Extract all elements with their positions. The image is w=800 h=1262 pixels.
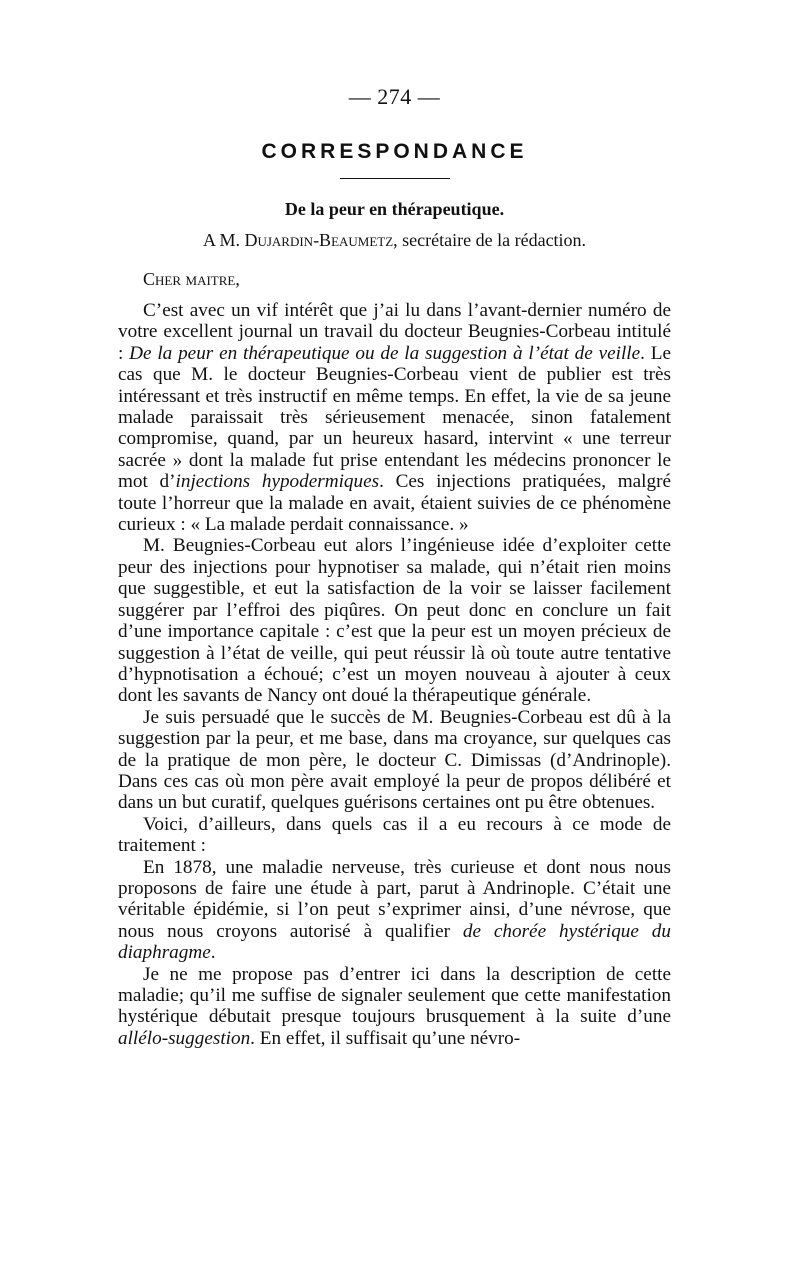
article-subtitle: De la peur en thérapeutique.	[284, 199, 505, 219]
page-number: — 274 —	[348, 84, 441, 109]
paragraph: En 1878, une maladie nerveuse, très curieuse et dont nous nous proposons de faire une étude à part, parut à Andrinople. C’était une véritable épidémie, si l’on peut s’exprimer ainsi, d’une névrose, que nous nous croyons autorisé à qualifier de chorée hystérique du diaphragme.	[118, 856, 671, 964]
address-name: Dujardin-Beaumetz	[244, 230, 394, 250]
letter-addressee	[118, 230, 671, 251]
letter-body	[118, 300, 671, 1049]
address-prefix: A M.	[202, 230, 245, 250]
italic-term: allélo-suggestion	[118, 1027, 251, 1049]
paragraph: C’est avec un vif intérêt que j’ai lu dans l’avant-dernier numéro de votre excellent journal un travail du docteur Beugnies-Corbeau intitulé : De la peur en thérapeutique ou de la suggestion à l’état de veille. Le cas que M. le docteur Beugnies-Corbeau vient de publier est très intéressant et très instructif en même temps. En effet, la vie de sa jeune malade paraissait très sérieusement menacée, sinon fatalement compromise, quand, par un heureux hasard, intervint « une terreur sacrée » dont la malade fut prise entendant les médecins prononcer le mot d’injections hypodermiques. Ces injections pratiquées, malgré toute l’horreur que la malade en avait, étaient suivies de ce phénomène curieux : « La malade perdait connaissance. »	[118, 300, 671, 536]
title-divider	[340, 178, 450, 179]
document-page	[118, 84, 671, 1049]
section-title: CORRESPONDANCE	[261, 140, 528, 163]
address-suffix: , secrétaire de la rédaction.	[393, 230, 587, 250]
italic-term: de chorée hystérique du diaphragme	[118, 920, 671, 964]
paragraph: M. Beugnies-Corbeau eut alors l’ingénieuse idée d’exploiter cette peur des injections pour hypnotiser sa malade, qui n’était rien moins que suggestible, et eut la satisfaction de la voir se laisser facilement suggérer par l’effroi des piqûres. On peut donc en conclure un fait d’une importance capitale : c’est que la peur est un moyen précieux de suggestion à l’état de veille, qui peut réussir là où toute autre tentative d’hypnotisation a échoué; c’est un moyen nouveau à ajouter à ceux dont les savants de Nancy ont doué la thérapeutique générale.	[118, 535, 671, 707]
paragraph: Je ne me propose pas d’entrer ici dans la description de cette maladie; qu’il me suffise de signaler seulement que cette manifestation hystérique débutait presque toujours brusquement à la suite d’une allélo-suggestion. En effet, il suffisait qu’une névro-	[118, 963, 671, 1049]
italic-title: De la peur en thérapeutique ou de la suggestion à l’état de veille	[129, 342, 641, 364]
paragraph: Voici, d’ailleurs, dans quels cas il a eu recours à ce mode de traitement :	[118, 813, 671, 857]
salutation: Cher maitre,	[143, 269, 240, 289]
paragraph: Je suis persuadé que le succès de M. Beugnies-Corbeau est dû à la suggestion par la peur, et me base, dans ma croyance, sur quelques cas de la pratique de mon père, le docteur C. Dimissas (d’Andrinople). Dans ces cas où mon père avait employé la peur de propos délibéré et dans un but curatif, quelques guérisons certaines ont pu être obtenues.	[118, 706, 671, 814]
italic-term: injections hypodermiques	[175, 471, 380, 493]
